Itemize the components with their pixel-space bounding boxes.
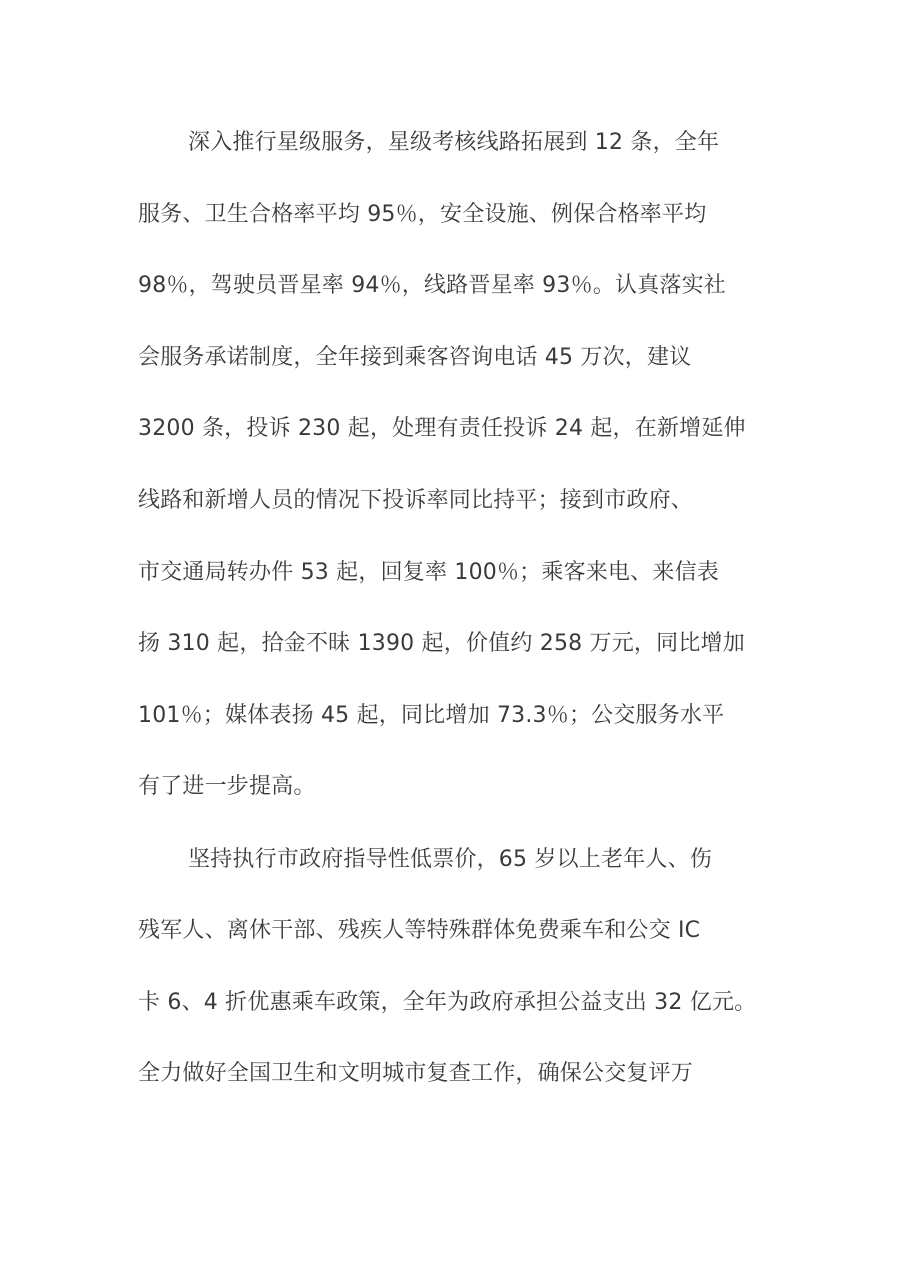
paragraph-2-line-1: 坚持执行市政府指导性低票价，65 岁以上老年人、伤 — [188, 847, 712, 872]
paragraph-1-line-2: 服务、卫生合格率平均 95％，安全设施、例保合格率平均 — [138, 202, 707, 227]
paragraph-1-line-7: 市交通局转办件 53 起，回复率 100％；乘客来电、来信表 — [138, 560, 719, 585]
paragraph-1-line-6: 线路和新增人员的情况下投诉率同比持平；接到市政府、 — [138, 488, 694, 513]
paragraph-1-line-10: 有了进一步提高。 — [138, 774, 316, 799]
paragraph-1-line-1: 深入推行星级服务，星级考核线路拓展到 12 条，全年 — [188, 130, 720, 155]
paragraph-1-line-8: 扬 310 起，拾金不昧 1390 起，价值约 258 万元，同比增加 — [138, 631, 745, 656]
paragraph-1-line-3: 98％，驾驶员晋星率 94％，线路晋星率 93％。认真落实社 — [138, 273, 726, 298]
paragraph-1-line-4: 会服务承诺制度，全年接到乘客咨询电话 45 万次，建议 — [138, 345, 692, 370]
paragraph-1-line-5: 3200 条，投诉 230 起，处理有责任投诉 24 起，在新增延伸 — [138, 416, 746, 441]
paragraph-2-line-3: 卡 6、4 折优惠乘车政策，全年为政府承担公益支出 32 亿元。 — [138, 990, 757, 1015]
paragraph-1-line-9: 101％；媒体表扬 45 起，同比增加 73.3％；公交服务水平 — [138, 703, 725, 728]
paragraph-2-line-4: 全力做好全国卫生和文明城市复查工作，确保公交复评万 — [138, 1061, 694, 1086]
paragraph-2-line-2: 残军人、离休干部、残疾人等特殊群体免费乘车和公交 IC — [138, 918, 701, 943]
